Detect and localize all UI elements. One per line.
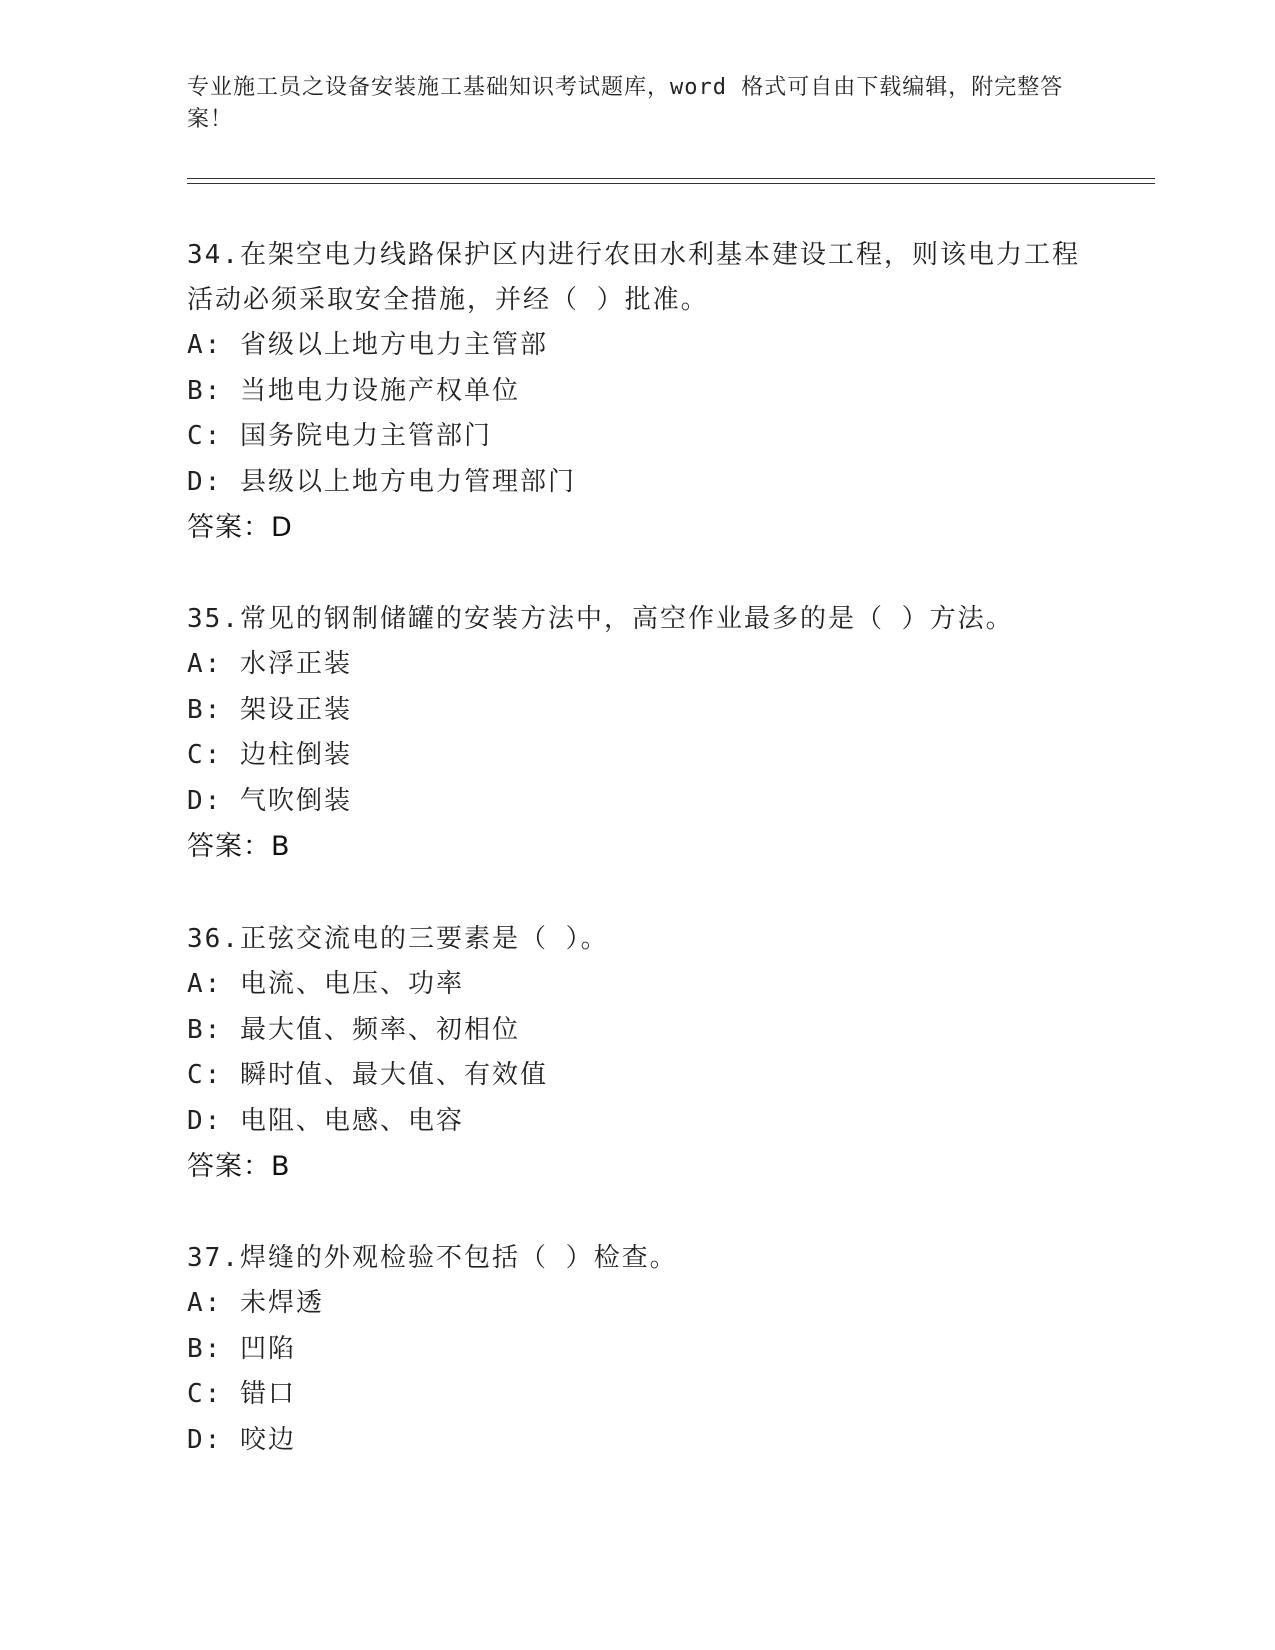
header-rule-top [187, 178, 1155, 179]
option-b: B: 最大值、频率、初相位 [187, 1014, 520, 1045]
option-a: A: 电流、电压、功率 [187, 969, 464, 999]
option-d: D: 县级以上地方电力管理部门 [187, 466, 576, 497]
option-a: A: 水浮正装 [187, 649, 352, 679]
option-c: C: 国务院电力主管部门 [187, 421, 492, 451]
question-36 [187, 917, 1087, 1190]
option-d: D: 气吹倒装 [187, 785, 352, 816]
question-stem: 35.常见的钢制储罐的安装方法中，高空作业最多的是（ ）方法。 [187, 604, 1014, 634]
question-stem: 37.焊缝的外观检验不包括（ ）检查。 [187, 1243, 678, 1273]
question-35 [187, 597, 1087, 870]
answer: 答案：B [187, 1151, 291, 1182]
option-b: B: 凹陷 [187, 1333, 296, 1364]
option-d: D: 电阻、电感、电容 [187, 1105, 464, 1136]
question-34 [187, 233, 1087, 551]
option-c: C: 瞬时值、最大值、有效值 [187, 1060, 548, 1090]
option-a: A: 省级以上地方电力主管部 [187, 330, 548, 360]
option-b: B: 当地电力设施产权单位 [187, 375, 520, 406]
option-c: C: 边柱倒装 [187, 740, 352, 770]
option-a: A: 未焊透 [187, 1288, 324, 1318]
option-d: D: 咬边 [187, 1424, 296, 1455]
question-stem: 34.在架空电力线路保护区内进行农田水利基本建设工程，则该电力工程活动必须采取安全措施，并经（ ）批准。 [187, 240, 1080, 315]
answer: 答案：B [187, 831, 291, 862]
option-b: B: 架设正装 [187, 694, 352, 725]
document-header: 专业施工员之设备安装施工基础知识考试题库，word 格式可自由下载编辑，附完整答案！ [187, 75, 1064, 132]
question-stem: 36.正弦交流电的三要素是（ ）。 [187, 924, 609, 954]
question-37 [187, 1236, 1087, 1463]
header-rule-bottom [187, 183, 1155, 184]
answer: 答案：D [187, 512, 293, 543]
option-c: C: 错口 [187, 1379, 296, 1409]
